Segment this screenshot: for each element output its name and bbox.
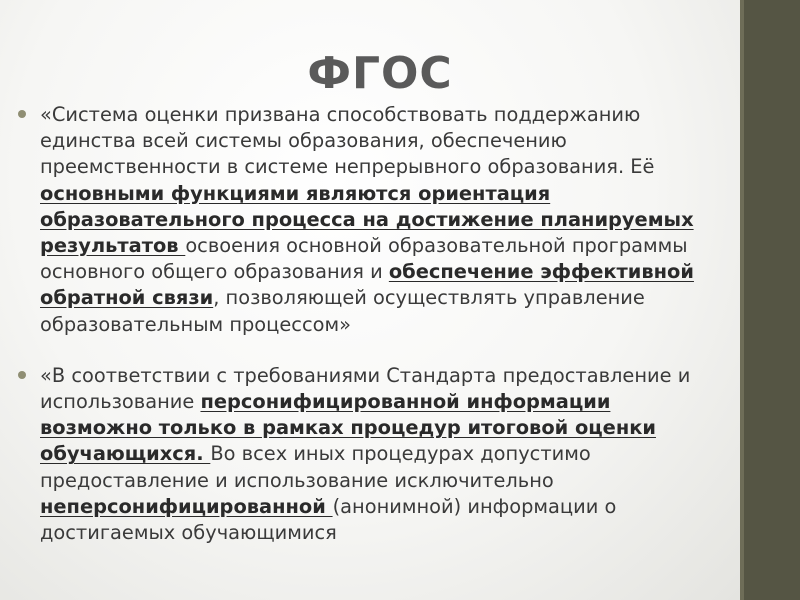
bullet-emphasis-segment: основными функциями являются ориентация образовательного процесса на достижение планируемых результатов	[40, 181, 694, 258]
bullet-dot-icon	[18, 110, 26, 118]
bullet-text-segment: освоения основной образовательной программы основного общего образования и	[40, 234, 688, 284]
bullet-dot-icon	[18, 371, 26, 379]
bullet-text-segment: «В соответствии с требованиями Стандарта предоставление и использование	[40, 363, 691, 414]
bullet-text-segment: , позволяющей осуществлять управление образовательным процессом»	[40, 286, 645, 336]
bullet-text-segment: (анонимной) информации о достигаемых обучающимися	[40, 494, 617, 545]
bullet-text-segment: «Система оценки призвана способствовать поддержанию единства всей системы образования, обеспечению преемственности в системе непрерывного образования. Её	[40, 103, 655, 179]
bullet-item	[40, 102, 720, 338]
decorative-side-stripe	[740, 0, 744, 600]
bullet-list	[40, 102, 720, 571]
bullet-emphasis-segment: персонифицированной информации возможно только в рамках процедур итоговой оценки обучающихся.	[40, 390, 656, 466]
bullet-emphasis-segment: неперсонифицированной	[40, 494, 333, 518]
bullet-item	[40, 363, 720, 546]
slide-title: ФГОС	[307, 48, 453, 99]
bullet-text-segment: Во всех иных процедурах допустимо предоставление и использование исключительно	[40, 442, 591, 492]
decorative-side-band	[740, 0, 800, 600]
bullet-emphasis-segment: обеспечение эффективной обратной связи	[40, 260, 694, 310]
